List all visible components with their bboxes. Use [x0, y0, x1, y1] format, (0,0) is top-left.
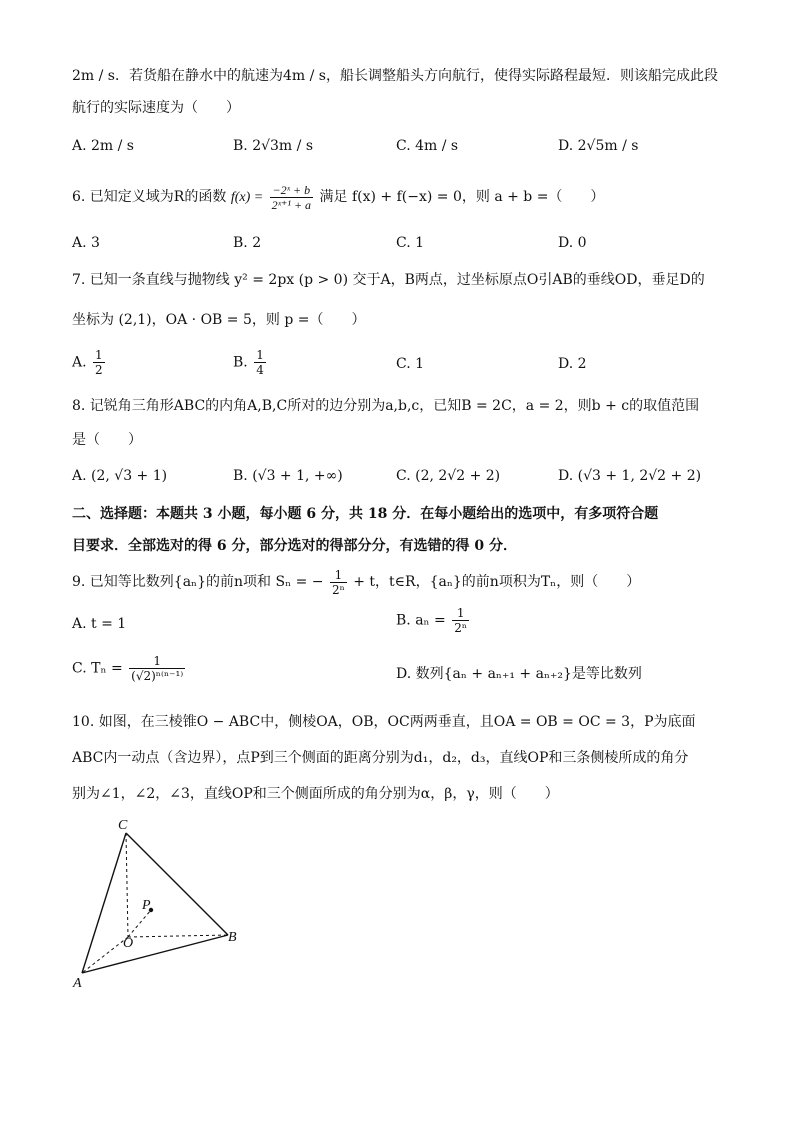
q6-fx: f(x) = [230, 190, 264, 205]
label-P: P [142, 898, 151, 913]
tetrahedron-figure [70, 815, 270, 995]
q7-a-den: 2 [95, 363, 103, 377]
q6-numerator: −2ˣ + b [270, 183, 313, 198]
q5-option-d: D. 2√5m / s [558, 138, 639, 154]
q7-option-b-fraction [254, 348, 266, 377]
q7-option-d: D. 2 [558, 356, 587, 372]
q9-option-c [72, 654, 187, 683]
q9-option-d: D. 数列{aₙ + aₙ₊₁ + aₙ₊₂}是等比数列 [396, 666, 642, 682]
q8-stem-line2: 是（ ） [72, 432, 142, 448]
q8-option-a: A. (2, √3 + 1) [72, 468, 168, 484]
q7-b-den: 4 [256, 363, 264, 377]
q7-b-num: 1 [256, 348, 264, 362]
q6-option-b: B. 2 [233, 235, 262, 251]
q9-stem-start: 9. 已知等比数列{aₙ}的前n项和 Sₙ = − [72, 574, 324, 590]
section2-heading-line2: 目要求．全部选对的得 6 分，部分选对的得部分分，有选错的得 0 分． [72, 538, 517, 554]
q5-text-line2: 航行的实际速度为（ ） [72, 100, 240, 116]
q6-stem [72, 180, 604, 215]
label-B: B [228, 930, 237, 945]
q6-fraction [270, 183, 313, 212]
q7-option-b [233, 348, 268, 377]
q5-option-a: A. 2m / s [72, 138, 134, 154]
edge-CA [82, 833, 126, 973]
q9-c-num: 1 [129, 654, 185, 669]
q5-option-b: B. 2√3m / s [233, 138, 314, 154]
q10-stem-line1: 10. 如图，在三棱锥O − ABC中，侧棱OA，OB，OC两两垂直，且OA = OB = OC = 3，P为底面 [72, 714, 696, 730]
q7-option-a [72, 348, 107, 377]
q8-option-b: B. (√3 + 1, +∞) [233, 468, 343, 484]
q10-stem-line2: ABC内一动点（含边界），点P到三个侧面的距离分别为d₁，d₂，d₃，直线OP和三条侧棱所成的角分 [72, 750, 689, 766]
q7-stem-line1: 7. 已知一条直线与抛物线 y² = 2px (p > 0) 交于A，B两点，过坐标原点O引AB的垂线OD，垂足D的 [72, 272, 705, 288]
q7-stem-line2: 坐标为 (2,1)，OA · OB = 5，则 p =（ ） [72, 312, 366, 328]
edge-OB [128, 935, 228, 937]
q9-option-b-fraction [452, 606, 469, 635]
q9-option-c-label: C. Tₙ = [72, 660, 123, 677]
q5-text-line1: 2m / s．若货船在静水中的航速为4m / s，船长调整船头方向航行，使得实际路程最短．则该船完成此段 [72, 68, 718, 84]
q6-stem-end: 满足 f(x) + f(−x) = 0，则 a + b =（ ） [319, 189, 605, 205]
q7-option-b-label: B. [233, 354, 248, 371]
q9-b-num: 1 [452, 606, 469, 621]
q6-denominator: 2ˣ⁺¹ + a [271, 197, 312, 212]
label-O: O [123, 936, 134, 951]
q9-fraction [330, 568, 347, 597]
q9-c-den: (√2)ⁿ⁽ⁿ⁻¹⁾ [131, 669, 184, 683]
q6-option-c: C. 1 [396, 235, 425, 251]
q9-option-c-fraction [129, 654, 185, 683]
q5-option-c: C. 4m / s [396, 138, 459, 154]
q9-stem-end: + t，t∈R，{aₙ}的前n项积为Tₙ，则（ ） [353, 574, 641, 590]
q10-stem-line3: 别为∠1，∠2，∠3，直线OP和三个侧面所成的角分别为α，β，γ，则（ ） [72, 786, 559, 802]
q6-option-d: D. 0 [558, 235, 587, 251]
q7-a-num: 1 [95, 348, 103, 362]
edge-CB [126, 833, 228, 935]
q9-b-den: 2ⁿ [454, 621, 468, 635]
q9-option-a: A. t = 1 [72, 616, 127, 632]
q8-option-c: C. (2, 2√2 + 2) [396, 468, 501, 484]
q7-option-c: C. 1 [396, 356, 425, 372]
q9-num: 1 [330, 568, 347, 583]
edge-AB [82, 935, 228, 973]
edge-OC [126, 833, 128, 937]
q9-den: 2ⁿ [331, 582, 345, 597]
section2-heading-line1: 二、选择题：本题共 3 小题，每小题 6 分，共 18 分．在每小题给出的选项中，有多项符合题 [72, 506, 659, 522]
q7-option-a-label: A. [72, 354, 87, 371]
q7-option-a-fraction [93, 348, 105, 377]
q9-option-b-label: B. aₙ = [396, 612, 446, 629]
q9-option-b [396, 606, 471, 635]
q6-stem-start: 6. 已知定义域为R的函数 [72, 189, 227, 205]
label-C: C [118, 818, 128, 833]
q9-stem [72, 566, 640, 598]
label-A: A [73, 976, 82, 991]
segment-OP [128, 910, 151, 937]
q8-option-d: D. (√3 + 1, 2√2 + 2) [558, 468, 702, 484]
q8-stem-line1: 8. 记锐角三角形ABC的内角A,B,C所对的边分别为a,b,c，已知B = 2C，a = 2，则b + c的取值范围 [72, 398, 700, 414]
q6-option-a: A. 3 [72, 235, 100, 251]
